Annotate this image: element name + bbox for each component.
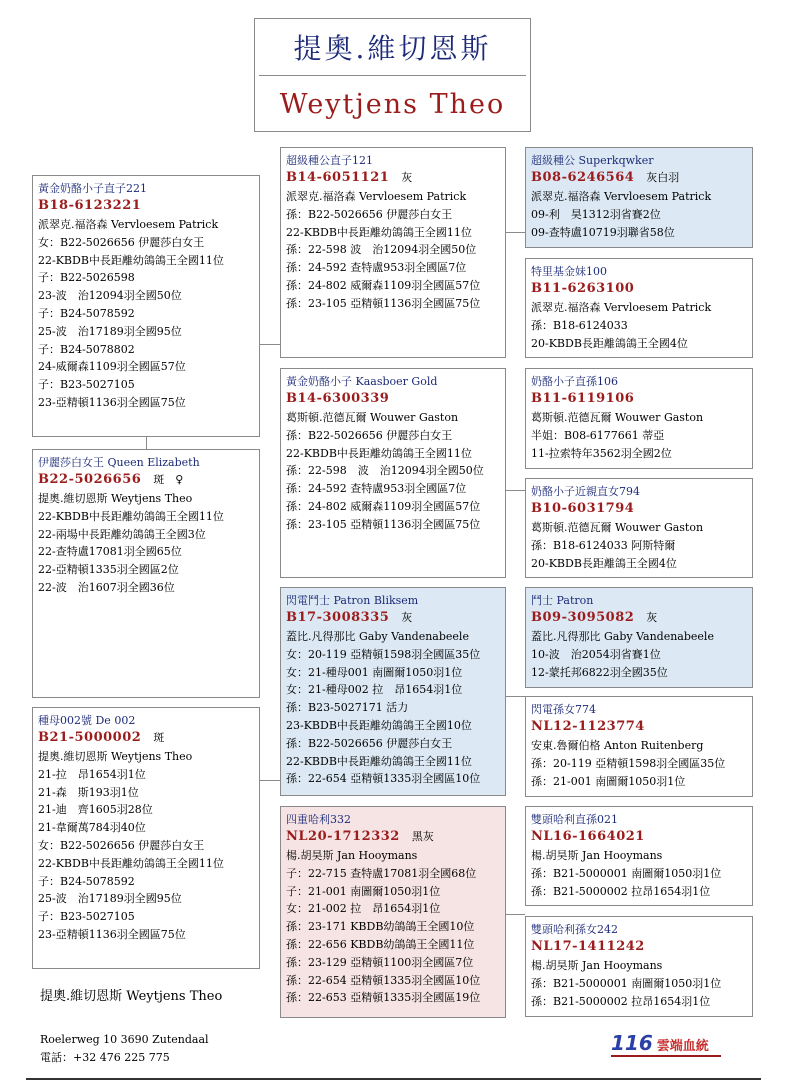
bottom-rule [26, 1078, 761, 1080]
connector-line [505, 232, 525, 233]
pedigree-header [254, 18, 531, 132]
bird-title: 四重哈利332 [286, 813, 351, 826]
detail-line: 23-KBDB中長距離幼鴿鴿王全國10位 [286, 718, 472, 732]
bird-title: 奶酪小子直孫106 [531, 375, 618, 388]
bird-title: 鬥士 Patron [531, 594, 594, 607]
breeder-name: 安東.魯爾伯格 Anton Ruitenberg [531, 739, 704, 752]
detail-line: 孫：B22-5026656 伊麗莎白女王 [286, 207, 453, 221]
detail-line: 孫：B22-5026656 伊麗莎白女王 [286, 428, 453, 442]
detail-line: 孫：21-001 南圖爾1050羽1位 [531, 774, 686, 788]
detail-line: 23-亞精頓1136羽全國區75位 [38, 927, 186, 941]
detail-line: 孫：B18-6124033 [531, 318, 628, 332]
detail-line: 孫：24-802 威爾森1109羽全國區57位 [286, 499, 481, 513]
bird-card-sds [525, 368, 753, 469]
detail-line: 孫：22-598 波 治12094羽全國50位 [286, 464, 484, 478]
owner-signature: 提奧.維切恩斯 Weytjens Theo [40, 989, 223, 1004]
address: Roelerweg 10 3690 Zutendaal [40, 1033, 209, 1046]
ring-number: B18-6123221 [38, 198, 142, 213]
detail-line: 09-查特盧10719羽聯省58位 [531, 225, 675, 239]
detail-line: 22-波 治1607羽全國36位 [38, 580, 175, 594]
detail-line: 女：20-119 亞精頓1598羽全國區35位 [286, 647, 481, 661]
connector-line [505, 696, 525, 697]
bird-details [38, 216, 253, 412]
detail-line: 孫：22-654 亞精頓1335羽全國區10位 [286, 772, 481, 786]
detail-line: 12-蒙托邦6822羽全國35位 [531, 665, 668, 679]
logo-number: 116 [611, 1031, 653, 1055]
bird-title: 雙頭哈利孫女242 [531, 923, 618, 936]
detail-line: 24-威爾森1109羽全國區57位 [38, 360, 186, 374]
bird-card-sdd [525, 478, 753, 578]
ring-number: B14-6051121 灰 [286, 170, 413, 185]
detail-line: 22-KBDB中長距離幼鴿鴿王全國11位 [286, 446, 472, 460]
ring-number: B10-6031794 [531, 501, 635, 516]
detail-line: 孫：24-592 查特盧953羽全國區7位 [286, 261, 467, 275]
bird-details [531, 737, 746, 790]
connector-line [505, 914, 525, 915]
bird-title: 雙頭哈利直孫021 [531, 813, 618, 826]
connector-line [146, 436, 147, 450]
bird-card-sss [525, 147, 753, 248]
detail-line: 孫：B23-5027171 活力 [286, 701, 409, 715]
bird-details [286, 188, 499, 313]
detail-line: 子：B24-5078802 [38, 342, 135, 356]
detail-line: 半姐：B08-6177661 蒂亞 [531, 428, 665, 442]
bird-card-dds [525, 806, 753, 906]
logo-text: 雲端血統 [656, 1039, 709, 1054]
bird-details [286, 409, 499, 534]
breeder-name: 提奧.維切恩斯 Weytjens Theo [38, 750, 193, 763]
ring-number: B21-5000002 斑 [38, 730, 165, 745]
bird-card-dsd [525, 696, 753, 797]
ring-number: NL16-1664021 [531, 829, 645, 844]
breeder-name: 派翠克.福洛森 Vervloesem Patrick [531, 190, 712, 203]
owner-name-chinese: 提奧.維切恩斯 [293, 32, 492, 65]
detail-line: 22-KBDB中長距離幼鴿鴿王全國11位 [38, 856, 224, 870]
detail-line: 女：21-種母001 南圖爾1050羽1位 [286, 665, 463, 679]
detail-line: 孫：22-654 亞精頓1335羽全國區10位 [286, 973, 481, 987]
ring-number: B09-3095082 灰 [531, 610, 658, 625]
ring-number: NL17-1411242 [531, 939, 645, 954]
detail-line: 子：22-715 查特盧17081羽全國68位 [286, 866, 477, 880]
detail-line: 10-波 治2054羽省賽1位 [531, 647, 661, 661]
detail-line: 孫：23-105 亞精頓1136羽全國區75位 [286, 296, 481, 310]
breeder-name: 楊.胡昊斯 Jan Hooymans [531, 849, 663, 862]
breeder-name: 楊.胡昊斯 Jan Hooymans [531, 959, 663, 972]
detail-line: 孫：20-119 亞精頓1598羽全國區35位 [531, 756, 726, 770]
bird-title: 特里基金妹100 [531, 265, 607, 278]
detail-line: 孫：B21-5000002 拉昂1654羽1位 [531, 884, 711, 898]
bird-details [531, 847, 746, 900]
ring-number: B17-3008335 灰 [286, 610, 413, 625]
ring-number: B11-6263100 [531, 281, 635, 296]
breeder-name: 提奧.維切恩斯 Weytjens Theo [38, 492, 193, 505]
detail-line: 22-亞精頓1335羽全國區2位 [38, 563, 179, 577]
bird-details [531, 188, 746, 241]
detail-line: 孫：B21-5000002 拉昂1654羽1位 [531, 994, 711, 1008]
ring-number: B11-6119106 [531, 391, 635, 406]
detail-line: 子：B23-5027105 [38, 910, 135, 924]
bird-title: 伊麗莎白女王 Queen Elizabeth [38, 456, 200, 469]
bird-card-dss [525, 587, 753, 688]
detail-line: 22-KBDB中長距離幼鴿鴿王全國11位 [38, 253, 224, 267]
logo-underline [611, 1055, 721, 1057]
detail-line: 孫：B21-5000001 南圖爾1050羽1位 [531, 976, 722, 990]
detail-line: 09-利 昊1312羽省賽2位 [531, 207, 661, 221]
bird-card-dam-sire [280, 587, 506, 796]
detail-line: 女：B22-5026656 伊麗莎白女王 [38, 235, 205, 249]
detail-line: 女：B22-5026656 伊麗莎白女王 [38, 838, 205, 852]
detail-line: 孫：24-802 威爾森1109羽全國區57位 [286, 278, 481, 292]
detail-line: 23-亞精頓1136羽全國區75位 [38, 395, 186, 409]
detail-line: 子：B22-5026598 [38, 271, 135, 285]
bird-title: 黃金奶酪小子 Kaasboer Gold [286, 375, 438, 388]
detail-line: 子：B24-5078592 [38, 306, 135, 320]
detail-line: 21-拉 昂1654羽1位 [38, 767, 146, 781]
bird-card-ssd [525, 258, 753, 358]
breeder-name: 派翠克.福洛森 Vervloesem Patrick [38, 218, 219, 231]
bird-title: 種母002號 De 002 [38, 714, 136, 727]
detail-line: 22-KBDB中長距離幼鴿鴿王全國11位 [38, 509, 224, 523]
bird-details [531, 628, 746, 681]
connector-line [505, 490, 525, 491]
detail-line: 孫：22-598 波 治12094羽全國50位 [286, 243, 477, 257]
breeder-name: 蓋比.凡得那比 Gaby Vandenabeele [286, 630, 469, 643]
detail-line: 子：B23-5027105 [38, 378, 135, 392]
detail-line: 11-拉索特年3562羽全國2位 [531, 446, 672, 460]
detail-line: 25-波 治17189羽全國95位 [38, 892, 182, 906]
detail-line: 孫：22-653 亞精頓1335羽全國區19位 [286, 991, 481, 1005]
breeder-name: 蓋比.凡得那比 Gaby Vandenabeele [531, 630, 714, 643]
detail-line: 22-查特盧17081羽全國65位 [38, 545, 182, 559]
detail-line: 女：21-002 拉 昂1654羽1位 [286, 902, 441, 916]
bird-card-sire-sire [280, 147, 506, 358]
detail-line: 20-KBDB長距離鴿王全國4位 [531, 556, 677, 570]
ring-number: B22-5026656 斑 ♀ [38, 472, 184, 487]
detail-line: 22-兩場中長距離幼鴿鴿王全國3位 [38, 527, 206, 541]
bird-details [286, 628, 499, 788]
ring-number: NL12-1123774 [531, 719, 645, 734]
connector-line [260, 780, 280, 781]
bird-details [531, 957, 746, 1010]
detail-line: 21-韋爾萬784羽40位 [38, 821, 146, 835]
breeder-name: 楊.胡昊斯 Jan Hooymans [286, 849, 418, 862]
bird-title: 閃電鬥士 Patron Bliksem [286, 594, 419, 607]
detail-line: 22-KBDB中長距離幼鴿鴿王全國11位 [286, 754, 472, 768]
ring-number: B08-6246564 灰白羽 [531, 170, 680, 185]
breeder-name: 葛斯頓.范德瓦爾 Wouwer Gaston [286, 411, 459, 424]
bird-details [531, 409, 746, 462]
ring-number: B14-6300339 [286, 391, 390, 406]
breeder-name: 派翠克.福洛森 Vervloesem Patrick [286, 190, 467, 203]
connector-line [260, 344, 280, 345]
detail-line: 22-KBDB中長距離幼鴿鴿王全國11位 [286, 225, 472, 239]
detail-line: 孫：23-171 KBDB幼鴿鴿王全國10位 [286, 920, 475, 934]
ring-number: NL20-1712332 黑灰 [286, 829, 434, 844]
phone: 電話：+32 476 225 775 [40, 1051, 170, 1064]
detail-line: 女：21-種母002 拉 昂1654羽1位 [286, 683, 463, 697]
contact-info [40, 1031, 209, 1067]
breeder-name: 葛斯頓.范德瓦爾 Wouwer Gaston [531, 521, 704, 534]
bird-card-dam [32, 449, 260, 698]
bird-title: 黃金奶酪小子直子221 [38, 182, 147, 195]
detail-line: 25-波 治17189羽全國95位 [38, 324, 182, 338]
detail-line: 23-波 治12094羽全國50位 [38, 289, 182, 303]
bird-details [531, 519, 746, 572]
bird-details [38, 748, 253, 944]
bird-details [286, 847, 499, 1007]
bird-title: 超級種公直子121 [286, 154, 373, 167]
bird-title: 奶酪小子近親直女794 [531, 485, 640, 498]
bird-card-dam-dam [280, 806, 506, 1018]
detail-line: 孫：B22-5026656 伊麗莎白女王 [286, 736, 453, 750]
detail-line: 20-KBDB長距離鴿鴿王全國4位 [531, 336, 688, 350]
breeder-name: 葛斯頓.范德瓦爾 Wouwer Gaston [531, 411, 704, 424]
bird-title: 閃電孫女774 [531, 703, 596, 716]
bird-title: 超級種公 Superkqwker [531, 154, 654, 167]
detail-line: 孫：22-656 KBDB幼鴿鴿王全國11位 [286, 937, 475, 951]
detail-line: 孫：23-105 亞精頓1136羽全國區75位 [286, 517, 481, 531]
detail-line: 孫：24-592 查特盧953羽全國區7位 [286, 482, 467, 496]
bird-card-ddd [525, 916, 753, 1017]
detail-line: 子：B24-5078592 [38, 874, 135, 888]
bird-card-mate [32, 707, 260, 969]
detail-line: 子：21-001 南圖爾1050羽1位 [286, 884, 441, 898]
bird-details [38, 490, 253, 597]
bird-details [531, 299, 746, 352]
brand-logo [611, 1031, 709, 1055]
detail-line: 21-迪 齊1605羽28位 [38, 803, 153, 817]
detail-line: 孫：23-129 亞精頓1100羽全國區7位 [286, 955, 474, 969]
breeder-name: 派翠克.福洛森 Vervloesem Patrick [531, 301, 712, 314]
detail-line: 21-森 斯193羽1位 [38, 785, 139, 799]
bird-card-sire [32, 175, 260, 437]
owner-name-english: Weytjens Theo [279, 88, 506, 120]
detail-line: 孫：B21-5000001 南圖爾1050羽1位 [531, 866, 722, 880]
bird-card-sire-dam [280, 368, 506, 578]
detail-line: 孫：B18-6124033 阿斯特爾 [531, 538, 676, 552]
